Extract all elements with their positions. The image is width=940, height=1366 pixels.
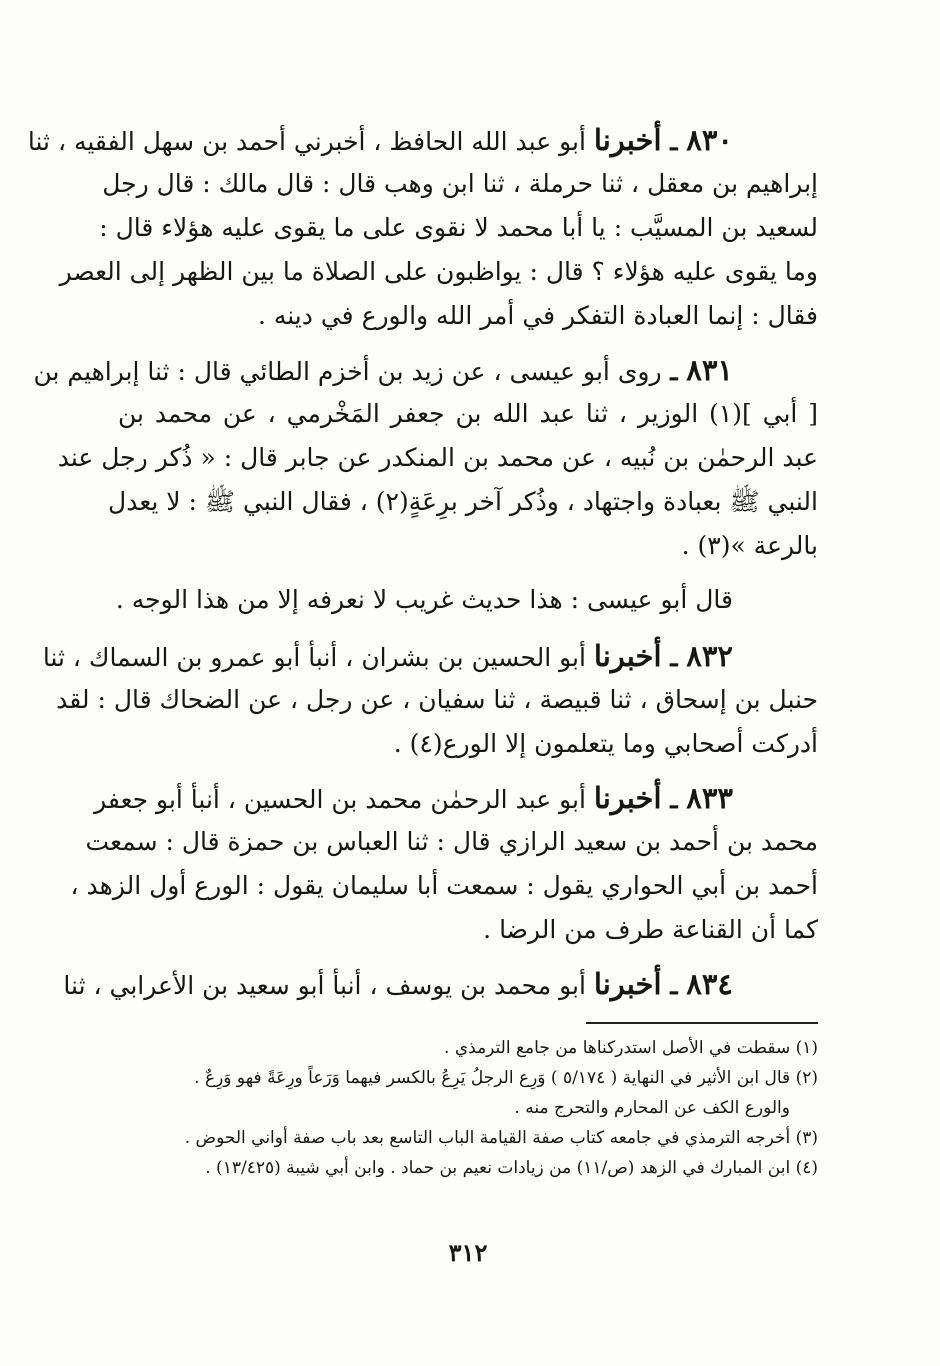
entry-keyword: أخبرنا — [593, 639, 662, 673]
footnote-separator — [586, 1022, 818, 1024]
entry-number: ٨٣٤ — [686, 967, 733, 1001]
entry-830-line-3: لسعيد بن المسيَّب : يا أبا محمد لا نقوى على ما يقوى عليه هؤلاء قال : — [99, 213, 818, 242]
hadith-entry-831 — [33, 348, 818, 568]
entry-number: ٨٣٠ — [686, 123, 733, 157]
footnotes — [118, 1033, 818, 1183]
entry-keyword: أخبرنا — [593, 967, 662, 1001]
entry-831-line-1: ٨٣١ ـ روى أبو عيسى ، عن زيد بن أخزم الطائي قال : ثنا إبراهيم بن — [33, 353, 733, 387]
hadith-entry-832 — [42, 634, 818, 766]
abu-isa-comment — [115, 578, 818, 622]
entry-831-line-4: النبي ﷺ بعبادة واجتهاد ، وذُكر آخر برِعَةٍ(٢) ، فقال النبي ﷺ : لا يعدل — [108, 487, 818, 516]
entry-832-line-2: حنبل بن إسحاق ، ثنا قبيصة ، ثنا سفيان ، عن رجل ، عن الضحاك قال : لقد — [56, 685, 818, 714]
entry-text: أبو عبد الرحمٰن محمد بن الحسين ، أنبأ أبو جعفر — [94, 785, 586, 814]
entry-834-line-1: ٨٣٤ ـ أخبرنا أبو محمد بن يوسف ، أنبأ أبو سعيد بن الأعرابي ، ثنا — [63, 967, 733, 1001]
entry-831-line-3: عبد الرحمٰن بن نُبيه ، عن محمد بن المنكدر عن جابر قال : « ذُكر رجل عند — [57, 443, 818, 472]
entry-text: روى أبو عيسى ، عن زيد بن أخزم الطائي قال : ثنا إبراهيم بن — [33, 357, 662, 386]
page-number: ٣١٢ — [448, 1238, 488, 1267]
footnote-4: (٤) ابن المبارك في الزهد (ص/١١) من زيادات نعيم بن حماد . وابن أبي شيبة (١٣/٤٢٥) . — [205, 1158, 818, 1178]
footnote-2: (٢) قال ابن الأثير في النهاية ( ٥/١٧٤ ) وَرِع الرجلُ يَرِعُ بالكسر فيهما وَرَعاً ورِعَةً فهو وَرِعٌ . — [194, 1068, 818, 1088]
entry-831-line-2: [ أبي ](١) الوزير ، ثنا عبد الله بن جعفر المَخْرمي ، عن محمد بن — [118, 399, 818, 428]
hadith-entry-833 — [70, 776, 818, 952]
entry-833-line-2: محمد بن أحمد بن سعيد الرازي قال : ثنا العباس بن حمزة قال : سمعت — [85, 827, 818, 856]
entry-831-line-5: بالرعة »(٣) . — [681, 531, 818, 560]
entry-number: ٨٣١ — [686, 353, 733, 387]
entry-text: أبو الحسين بن بشران ، أنبأ أبو عمرو بن السماك ، ثنا — [42, 643, 586, 672]
hadith-entry-834 — [63, 962, 818, 1006]
entry-830-line-1: ٨٣٠ ـ أخبرنا أبو عبد الله الحافظ ، أخبرني أحمد بن سهل الفقيه ، ثنا — [27, 123, 733, 157]
footnote-1: (١) سقطت في الأصل استدركناها من جامع الترمذي . — [444, 1038, 818, 1058]
book-page — [27, 118, 818, 1318]
entry-keyword: أخبرنا — [593, 781, 662, 815]
entry-833-line-4: كما أن القناعة طرف من الرضا . — [483, 915, 818, 944]
entry-832-line-3: أدركت أصحابي وما يتعلمون إلا الورع(٤) . — [393, 729, 818, 758]
entry-keyword: أخبرنا — [593, 123, 662, 157]
entry-text: أبو محمد بن يوسف ، أنبأ أبو سعيد بن الأعرابي ، ثنا — [63, 971, 586, 1000]
entry-832-line-1: ٨٣٢ ـ أخبرنا أبو الحسين بن بشران ، أنبأ أبو عمرو بن السماك ، ثنا — [42, 639, 733, 673]
entry-830-line-4: وما يقوى عليه هؤلاء ؟ قال : يواظبون على الصلاة ما بين الظهر إلى العصر — [59, 257, 818, 286]
hadith-entry-830 — [27, 118, 818, 338]
entry-833-line-3: أحمد بن أبي الحواري يقول : سمعت أبا سليمان يقول : الورع أول الزهد ، — [70, 871, 818, 900]
entry-833-line-1: ٨٣٣ ـ أخبرنا أبو عبد الرحمٰن محمد بن الحسين ، أنبأ أبو جعفر — [94, 781, 733, 815]
entry-number: ٨٣٢ — [686, 639, 733, 673]
comment-text: قال أبو عيسى : هذا حديث غريب لا نعرفه إلا من هذا الوجه . — [115, 585, 733, 614]
footnote-2-continued: والورع الكف عن المحارم والتحرج منه . — [514, 1098, 790, 1118]
footnote-3: (٣) أخرجه الترمذي في جامعه كتاب صفة القيامة الباب التاسع بعد باب صفة أواني الحوض . — [184, 1128, 818, 1148]
entry-text: أبو عبد الله الحافظ ، أخبرني أحمد بن سهل الفقيه ، ثنا — [27, 127, 586, 156]
entry-830-line-2: إبراهيم بن معقل ، ثنا حرملة ، ثنا ابن وهب قال : قال مالك : قال رجل — [102, 169, 818, 198]
entry-830-line-5: فقال : إنما العبادة التفكر في أمر الله والورع في دينه . — [257, 301, 818, 330]
entry-number: ٨٣٣ — [686, 781, 733, 815]
